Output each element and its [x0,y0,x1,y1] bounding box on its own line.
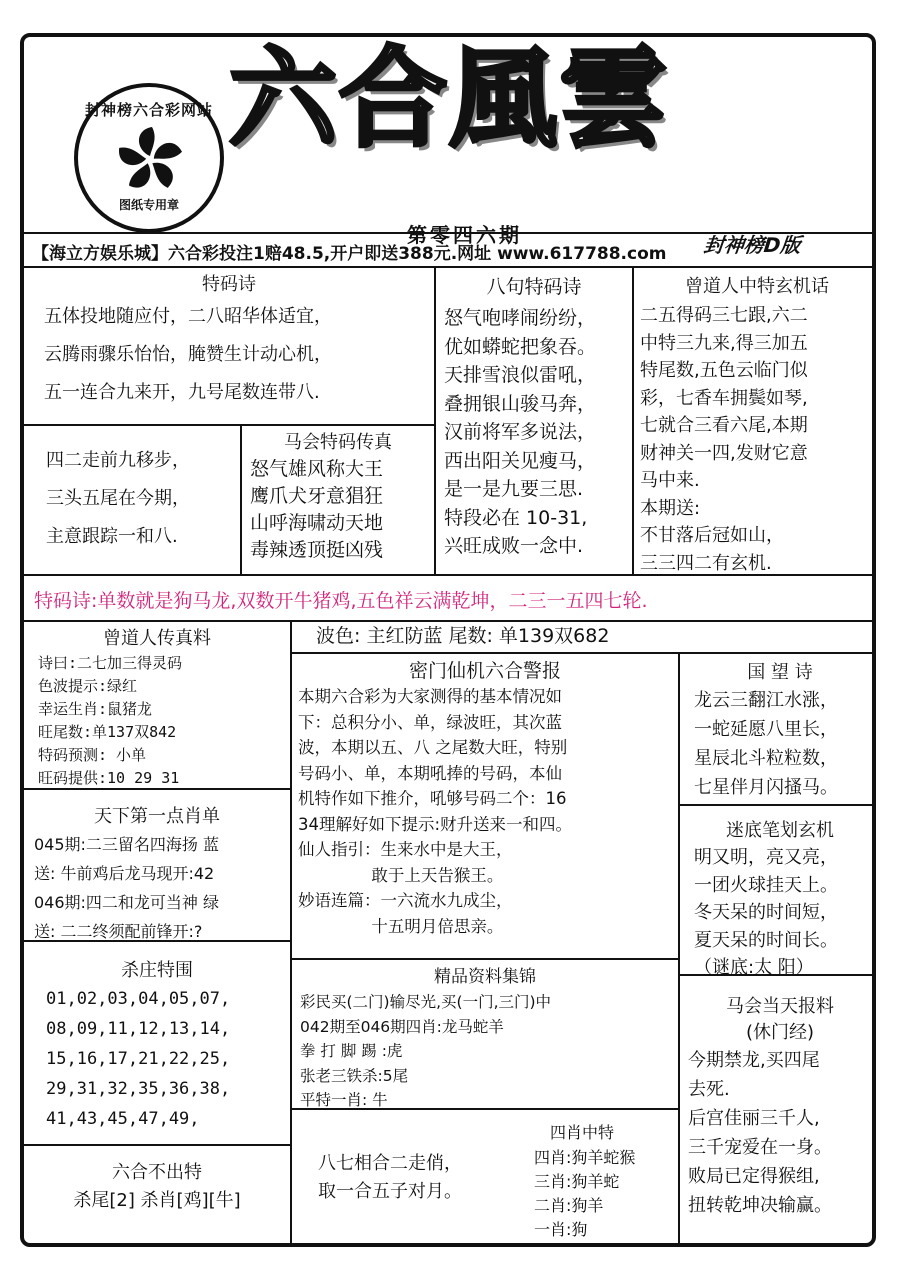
guowang-box [678,652,876,806]
secret-line: 机特作如下推介，吼够号码二个：16 [298,789,567,808]
poem1-line: 五一连合九来开，九号尾数连带八. [44,382,320,403]
riddle-line: 夏天呆的时间长。 [694,929,838,951]
four-line: 二肖:狗羊 [534,1196,604,1215]
collect-line: 拳 打 脚 踢 :虎 [300,1042,403,1060]
seal-stamp [74,83,224,233]
riddle-line: 明又明，亮又亮， [694,847,838,868]
four-title: 四肖中特 [550,1123,615,1142]
seal-text: 封神榜六合彩网站 [84,101,213,119]
kill-line: 01,02,03,04,05,07, [46,989,231,1009]
fax-box [24,620,292,790]
poem2-box [24,424,242,576]
eight-poem-line: 叠拥银山骏马奔， [444,392,597,415]
fax-line: 特码预测: 小单 [38,746,147,764]
edition-label: 封神榜D版 [702,233,802,257]
horse2-line: 扭转乾坤决输赢。 [688,1195,832,1216]
page-title: 六合風雲 [229,36,670,162]
collect-box [290,958,680,1110]
riddle-line: 冬天呆的时间短， [694,902,838,923]
kill-line: 41,43,45,47,49, [46,1109,200,1129]
point-box [24,788,292,942]
collect-line: 平特一肖: 牛 [300,1091,388,1109]
zeng-poem-line: 彩，七香车拥鬓如琴, [640,387,808,409]
secret-box [290,652,680,960]
fax-line: 诗曰:二七加三得灵码 [38,654,183,672]
zeng-poem-line: 三三四二有玄机. [640,552,772,574]
horse2-title: 马会当天报料 [726,996,834,1017]
horse-fax-line: 毒辣透顶挺凶残 [250,539,384,561]
collect-title: 精品资料集锦 [434,967,536,987]
zeng-poem-line: 特尾数,五色云临门似 [640,360,808,381]
kill-title: 杀庄特围 [121,960,193,981]
secret-title: 密门仙机六合警报 [408,660,561,682]
noout-text: 杀尾[2] 杀肖[鸡][牛] [73,1190,241,1211]
guowang-line: 一蛇延愿八里长， [694,719,838,740]
zeng-poem-line: 中特三九来,得三加五 [640,332,808,354]
horse2-line: 后宫佳丽三千人, [688,1108,820,1129]
poem2-line: 三头五尾在今期， [46,488,190,509]
secret-line: 34理解好如下提示:财升送来一和四。 [298,814,573,834]
wave-box [290,620,876,654]
eightseven-line: 取一合五子对月。 [318,1181,462,1202]
zeng-poem-line: 七就合三看六尾,本期 [640,415,808,436]
poem1-line: 云腾雨骤乐怡怡，腌赞生计动心机， [44,344,332,365]
guowang-line: 七星伴月闪搔马。 [694,777,838,798]
point-title: 天下第一点肖单 [94,806,220,827]
eight-poem-line: 怒气咆哮闹纷纷， [444,307,597,329]
fax-line: 色波提示:绿红 [38,677,138,695]
horse2-line: 三千宠爱在一身。 [688,1137,832,1158]
zeng-poem-line: 不甘落后冠如山， [640,525,784,546]
secret-line: 妙语连篇：一六流水九成尘， [298,891,513,910]
poem2-line: 主意跟踪一和八. [46,526,178,547]
secret-line: 本期六合彩为大家测得的基本情况如 [298,687,562,706]
guowang-line: 星辰北斗粒粒数， [694,748,838,769]
fax-line: 幸运生肖:鼠猪龙 [38,700,153,718]
horse-fax-title: 马会特码传真 [284,432,392,453]
seal-caption: 图纸专用章 [118,198,179,212]
four-line: 三肖:狗羊蛇 [534,1172,620,1191]
zeng-poem-title: 曾道人中特玄机话 [685,276,829,297]
zeng-poem-box [632,266,876,576]
kill-line: 15,16,17,21,22,25, [46,1049,231,1069]
secret-line: 号码小、单，本期吼捧的号码，本仙 [298,763,562,783]
poem1-title: 特码诗 [202,274,256,295]
zeng-poem-line: 马中来. [640,470,700,491]
kill-line: 29,31,32,35,36,38, [46,1079,231,1099]
zeng-poem-line: 财神关一四,发财它意 [640,442,808,464]
guowang-line: 龙云三翻江水涨， [694,690,838,711]
zeng-poem-line: 二五得码三七跟,六二 [640,305,808,326]
point-line: 送: 二二终须配前锋开:? [34,922,203,941]
eight-poem-box [434,266,634,576]
point-line: 送: 牛前鸡后龙马现开:42 [34,864,215,883]
collect-line: 张老三铁杀:5尾 [300,1066,409,1085]
poem1-box [24,266,436,426]
horse2-line: 今期禁龙,买四尾 [688,1050,820,1071]
horse2-box [678,974,876,1247]
zeng-poem-line: 本期送: [640,497,701,519]
fax-line: 旺尾数:单137双842 [38,723,177,741]
riddle-box [678,804,876,976]
poem2-line: 四二走前九移步， [46,450,190,471]
issue-number: 第零四六期 [407,223,522,247]
kill-line: 08,09,11,12,13,14, [46,1019,231,1039]
horse-fax-line: 怒气雄风称大王 [250,458,384,480]
pink-poem-line: 特码诗:单数就是狗马龙,双数开牛猪鸡,五色祥云满乾坤，二三一五四七轮. [34,590,648,612]
ad-banner[interactable]: 【海立方娱乐城】六合彩投注1赔48.5,开户即送388元.网址 www.617788.com [24,232,872,268]
poem1-line: 五体投地随应付，二八昭华体适宜， [44,306,332,327]
horse2-line: 败局已定得猴组, [688,1166,820,1187]
noout-box [24,1144,292,1247]
point-line: 045期:二三留名四海扬 蓝 [34,835,220,854]
bauhinia-flower-icon [115,125,185,195]
horse-fax-line: 鹰爪犬牙意猖狂 [250,485,384,507]
four-line: 一肖:狗 [534,1220,588,1239]
eight-poem-line: 特段必在 10-31, [444,506,588,529]
noout-title: 六合不出特 [112,1162,202,1183]
guowang-title: 国 望 诗 [747,662,813,683]
four-box [510,1108,680,1247]
secret-line: 下：总积分小、单，绿波旺，其次蓝 [298,712,562,732]
collect-line: 彩民买(二门)输尽光,买(一门,三门)中 [300,993,552,1011]
riddle-line: 一团火球挂天上。 [694,874,838,896]
secret-line: 敢于上天告猴王。 [298,865,504,885]
eight-poem-line: 优如蟒蛇把象吞。 [444,335,597,358]
eight-poem-line: 西出阳关见瘦马， [444,449,597,472]
horse-fax-line: 山呼海啸动天地 [250,512,384,534]
wave-text: 波色: 主红防蓝 尾数: 单139双682 [316,625,610,647]
four-line: 四肖:狗羊蛇猴 [534,1148,636,1167]
collect-line: 042期至046期四肖:龙马蛇羊 [300,1017,504,1036]
eight-poem-line: 天排雪浪似雷吼， [444,364,597,386]
kill-box [24,940,292,1146]
page-frame [20,33,876,1247]
point-line: 046期:四二和龙可当神 绿 [34,893,220,912]
eight-poem-line: 是一是九要三思. [444,478,584,500]
eightseven-line: 八七相合二走俏， [318,1153,462,1174]
eight-poem-line: 汉前将军多说法， [444,421,597,443]
eight-poem-line: 兴旺成败一念中. [444,535,584,557]
fax-line: 旺码提供:10 29 31 [38,769,180,787]
secret-line: 波，本期以五、八 之尾数大旺，特别 [298,738,568,757]
secret-line: 十五明月倍思亲。 [298,916,504,936]
eightseven-box [290,1108,510,1247]
horse-fax-box [240,424,436,576]
riddle-line: （谜底:太 阳） [694,957,814,978]
riddle-title: 迷底笔划玄机 [726,820,834,841]
fax-title: 曾道人传真料 [103,628,211,649]
horse2-line: 去死. [688,1079,730,1100]
horse2-subtitle: (休门经) [745,1022,815,1043]
secret-line: 仙人指引：生来水中是大王， [298,840,513,859]
eight-poem-title: 八句特码诗 [486,276,582,298]
